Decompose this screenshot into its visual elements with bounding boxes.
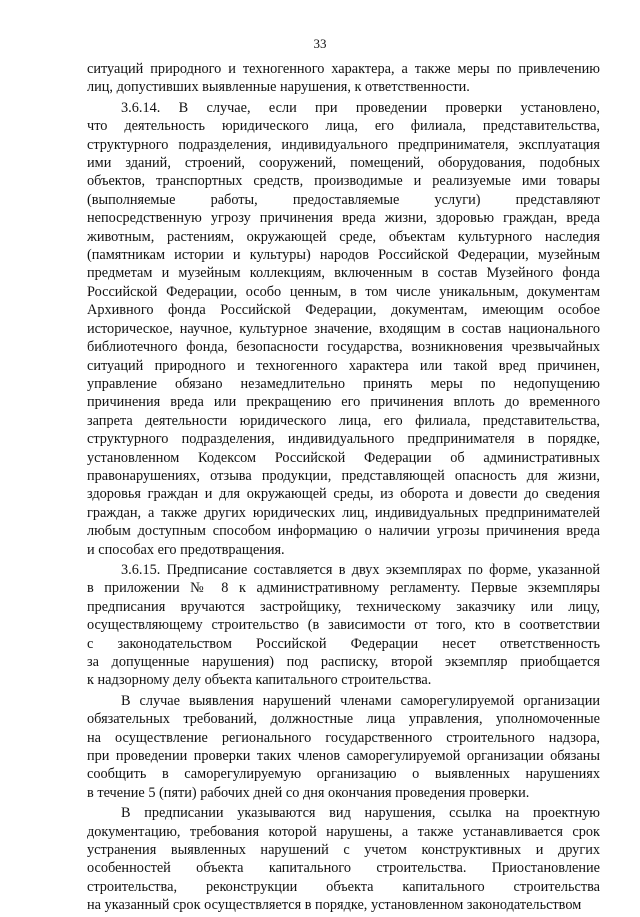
text-line: ситуаций природного и техногенного характера, а также меры по привлечению bbox=[87, 61, 600, 77]
text-line: структурного подразделения, индивидуального предпринимателя в порядке, bbox=[87, 431, 600, 448]
text-line: предписания вручаются застройщику, техническому заказчику или лицу, bbox=[87, 598, 600, 615]
text-line: В предписании указываются вид нарушения, ссылка на проектную bbox=[121, 805, 600, 822]
text-line: с законодательством Российской Федерации несет ответственность bbox=[87, 635, 600, 652]
text-line: ими зданий, строений, сооружений, помещений, оборудования, подобных bbox=[87, 155, 600, 172]
text-line: причинения вреда или прекращению его причинения вплоть до временного bbox=[87, 394, 600, 411]
document-body bbox=[87, 60, 600, 917]
text-line: строительства, реконструкции объекта капитального строительства bbox=[87, 878, 600, 895]
text-line: осуществляющему строительство (в зависимости от того, кто в соответствии bbox=[87, 617, 600, 634]
text-line: (выполняемые работы, предоставляемые услуги) представляют bbox=[87, 191, 600, 208]
text-line: за допущенные нарушения) под расписку, второй экземпляр приобщается bbox=[87, 654, 600, 670]
text-line: Российской Федерации, особо ценным, в том числе уникальным, документам bbox=[87, 283, 600, 300]
text-line: запрета деятельности юридического лица, его филиала, представительства, bbox=[87, 412, 600, 429]
text-line: граждан, а также других юридических лиц, индивидуальных предпринимателей bbox=[87, 504, 600, 521]
text-line: документацию, требования которой нарушены, а также устанавливается срок bbox=[87, 823, 600, 840]
text-line: любым доступным способом информацию о наличии угрозы причинения вреда bbox=[87, 523, 600, 540]
paragraph-clause-3-6-14 bbox=[87, 99, 600, 559]
text-line: 3.6.15. Предписание составляется в двух экземплярах по форме, указанной bbox=[121, 561, 600, 578]
paragraph-sro-violations bbox=[87, 692, 600, 802]
text-line: на осуществление регионального государственного строительного надзора, bbox=[87, 729, 600, 746]
text-line: в течение 5 (пяти) рабочих дней со дня окончания проведения проверки. bbox=[87, 784, 530, 801]
text-line: животным, растениям, окружающей среде, объектам культурного наследия bbox=[87, 228, 600, 245]
paragraph-clause-3-6-15 bbox=[87, 561, 600, 690]
text-line: структурного подразделения, индивидуального предпринимателя, эксплуатация bbox=[87, 136, 600, 153]
text-line: сообщить в саморегулируемую организацию о выявленных нарушениях bbox=[87, 766, 600, 783]
text-line: 3.6.14. В случае, если при проведении проверки установлено, bbox=[121, 99, 600, 116]
text-line: историческое, научное, культурное значение, входящим в состав национального bbox=[87, 320, 600, 337]
text-line: здоровья граждан и для окружающей среды, из оборота и довести до сведения bbox=[87, 486, 600, 503]
paragraph-continuation bbox=[87, 60, 600, 97]
text-line: и способах его предотвращения. bbox=[87, 541, 285, 558]
paragraph-order-contents bbox=[87, 804, 600, 914]
text-line: предметам и музейным коллекциям, включенным в состав Музейного фонда bbox=[87, 265, 600, 282]
text-line: лиц, допустивших выявленные нарушения, к ответственности. bbox=[87, 79, 470, 96]
text-line: особенностей объекта капитального строительства. Приостановление bbox=[87, 860, 600, 877]
text-line: В случае выявления нарушений членами саморегулируемой организации bbox=[121, 692, 600, 709]
text-line: при проведении проверки таких членов саморегулируемой организации обязаны bbox=[87, 748, 600, 765]
text-line: (памятникам истории и культуры) народов Российской Федерации, музейным bbox=[87, 247, 600, 264]
text-line: библиотечного фонда, безопасности государства, возникновения чрезвычайных bbox=[87, 339, 600, 356]
text-line: Архивного фонда Российской Федерации, документам, имеющим особое bbox=[87, 302, 600, 319]
text-line: непосредственную угрозу причинения вреда жизни, здоровью граждан, вреда bbox=[87, 210, 600, 227]
text-line: установленном Кодексом Российской Федерации об административных bbox=[87, 449, 600, 466]
text-line: правонарушениях, отзыва продукции, представляющей опасность для жизни, bbox=[87, 467, 600, 484]
text-line: управление обязано незамедлительно принять меры по недопущению bbox=[87, 375, 600, 392]
text-line: ситуаций природного и техногенного характера или такой вред причинен, bbox=[87, 357, 600, 374]
text-line: что деятельность юридического лица, его филиала, представительства, bbox=[87, 118, 600, 135]
text-line: на указанный срок осуществляется в порядке, установленном законодательством bbox=[87, 897, 582, 914]
text-line: устранения выявленных нарушений с учетом конструктивных и других bbox=[87, 842, 600, 859]
text-line: к надзорному делу объекта капитального строительства. bbox=[87, 672, 432, 689]
text-line: в приложении № 8 к административному регламенту. Первые экземпляры bbox=[87, 580, 600, 597]
page-number: 33 bbox=[313, 36, 327, 51]
text-line: объектов, транспортных средств, производимые и реализуемые ими товары bbox=[87, 173, 600, 190]
text-line: обязательных требований, должностные лица управления, уполномоченные bbox=[87, 711, 600, 728]
